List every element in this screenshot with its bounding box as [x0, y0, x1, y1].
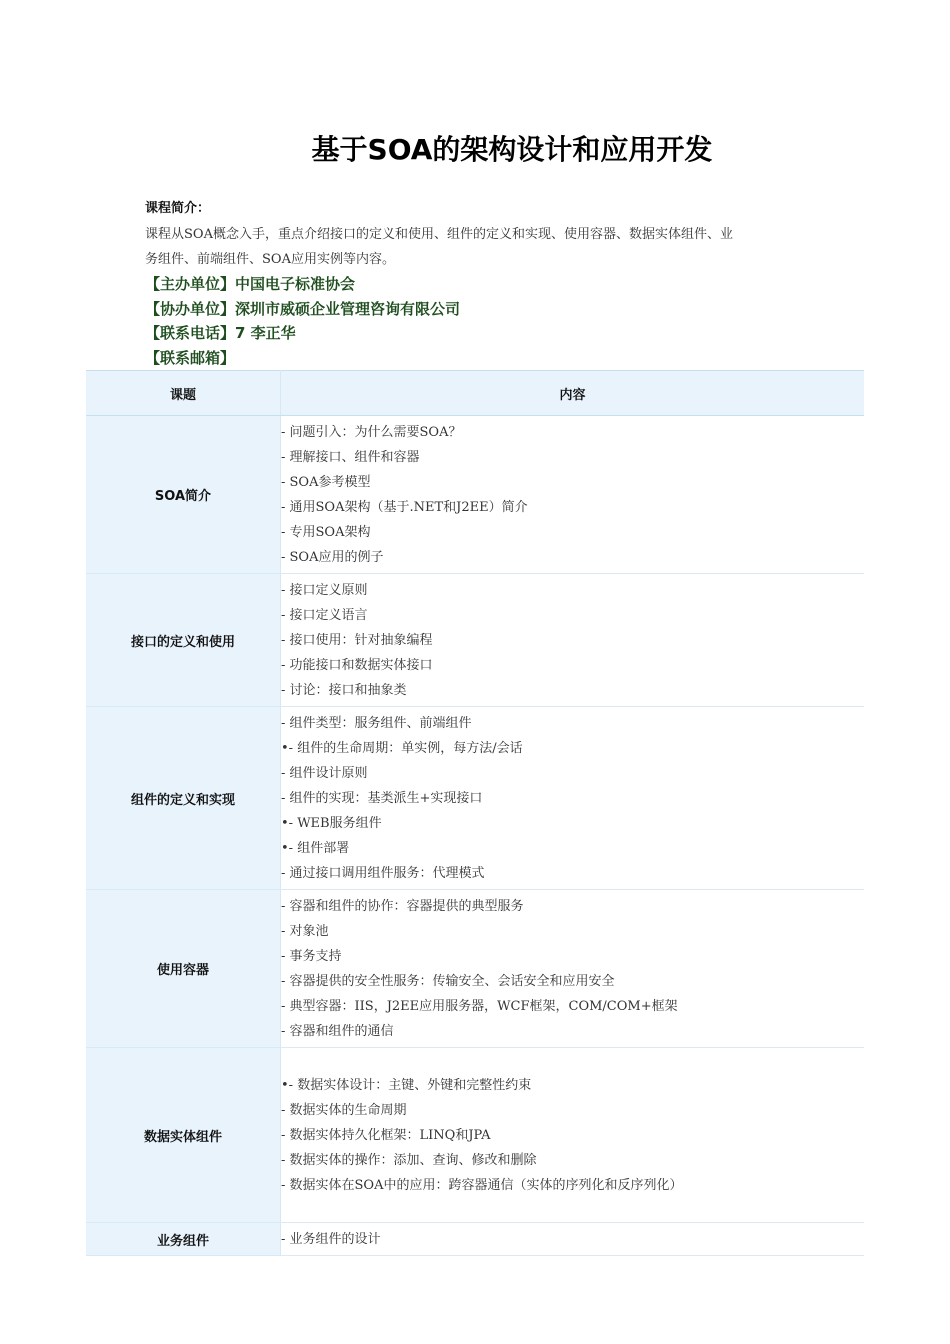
intro-text: [145, 222, 815, 272]
content-item: •- 组件的生命周期：单实例，每方法/会话: [281, 741, 523, 756]
topic-cell: SOA简介: [86, 416, 281, 574]
table-row: [86, 1048, 864, 1223]
content-item: - 接口定义语言: [281, 608, 368, 623]
content-item: - 对象池: [281, 924, 329, 939]
table-header-row: [86, 371, 864, 416]
content-item: - 容器和组件的通信: [281, 1024, 394, 1039]
content-item: [281, 1052, 864, 1073]
content-item: •- 数据实体设计：主键、外键和完整性约束: [281, 1078, 532, 1093]
header-content: 内容: [281, 371, 865, 416]
content-item: - 接口定义原则: [281, 583, 368, 598]
header-topic: 课题: [86, 371, 281, 416]
content-item: - 数据实体持久化框架：LINQ和JPA: [281, 1128, 491, 1143]
content-item: - 理解接口、组件和容器: [281, 450, 420, 465]
content-item: - SOA应用的例子: [281, 550, 384, 565]
table-row: [86, 707, 864, 890]
content-cell: [281, 574, 865, 707]
topic-cell: 使用容器: [86, 890, 281, 1048]
content-item: •- WEB服务组件: [281, 816, 382, 831]
content-item: - 功能接口和数据实体接口: [281, 658, 433, 673]
content-item: - 数据实体在SOA中的应用：跨容器通信（实体的序列化和反序列化）: [281, 1178, 683, 1193]
content-item: - 容器和组件的协作：容器提供的典型服务: [281, 899, 524, 914]
content-item: [281, 1198, 864, 1219]
intro-text-line: 务组件、前端组件、SOA应用实例等内容。: [145, 252, 395, 267]
topic-cell: 接口的定义和使用: [86, 574, 281, 707]
content-item: - 组件类型：服务组件、前端组件: [281, 716, 472, 731]
course-intro: [145, 200, 815, 370]
content-cell: [281, 1048, 865, 1223]
intro-text-line: 课程从SOA概念入手，重点介绍接口的定义和使用、组件的定义和实现、使用容器、数据实体组件、业: [145, 227, 733, 242]
content-cell: [281, 707, 865, 890]
content-item: - 业务组件的设计: [281, 1232, 381, 1247]
content-item: - 容器提供的安全性服务：传输安全、会话安全和应用安全: [281, 974, 615, 989]
content-item: - 组件设计原则: [281, 766, 368, 781]
page-title: 基于SOA的架构设计和应用开发: [311, 133, 713, 166]
content-cell: [281, 416, 865, 574]
co-host-unit: 【协办单位】深圳市威硕企业管理咨询有限公司: [145, 299, 461, 318]
content-item: - 讨论：接口和抽象类: [281, 683, 407, 698]
host-unit: 【主办单位】中国电子标准协会: [145, 275, 356, 293]
content-item: - 通过接口调用组件服务：代理模式: [281, 866, 485, 881]
intro-label: 课程简介：: [145, 201, 211, 216]
content-cell: [281, 890, 865, 1048]
content-cell: [281, 1223, 865, 1256]
course-table: [86, 370, 864, 1256]
content-item: - 专用SOA架构: [281, 525, 371, 540]
topic-cell: 组件的定义和实现: [86, 707, 281, 890]
table-row: [86, 1223, 864, 1256]
topic-cell: 数据实体组件: [86, 1048, 281, 1223]
content-item: - 数据实体的操作：添加、查询、修改和删除: [281, 1153, 537, 1168]
table-row: [86, 416, 864, 574]
contact-email: 【联系邮箱】: [145, 348, 236, 367]
topic-cell: 业务组件: [86, 1223, 281, 1256]
content-item: - 典型容器：IIS，J2EE应用服务器，WCF框架，COM/COM+框架: [281, 999, 678, 1014]
content-item: - SOA参考模型: [281, 475, 371, 490]
content-item: - 数据实体的生命周期: [281, 1103, 407, 1118]
contact-phone: 【联系电话】7 李正华: [145, 324, 296, 342]
content-item: - 组件的实现：基类派生+实现接口: [281, 791, 483, 806]
content-item: - 事务支持: [281, 949, 342, 964]
table-row: [86, 890, 864, 1048]
content-item: - 接口使用：针对抽象编程: [281, 633, 433, 648]
content-item: •- 组件部署: [281, 841, 350, 856]
content-item: - 通用SOA架构（基于.NET和J2EE）简介: [281, 500, 528, 515]
content-item: - 问题引入：为什么需要SOA？: [281, 425, 462, 440]
table-row: [86, 574, 864, 707]
